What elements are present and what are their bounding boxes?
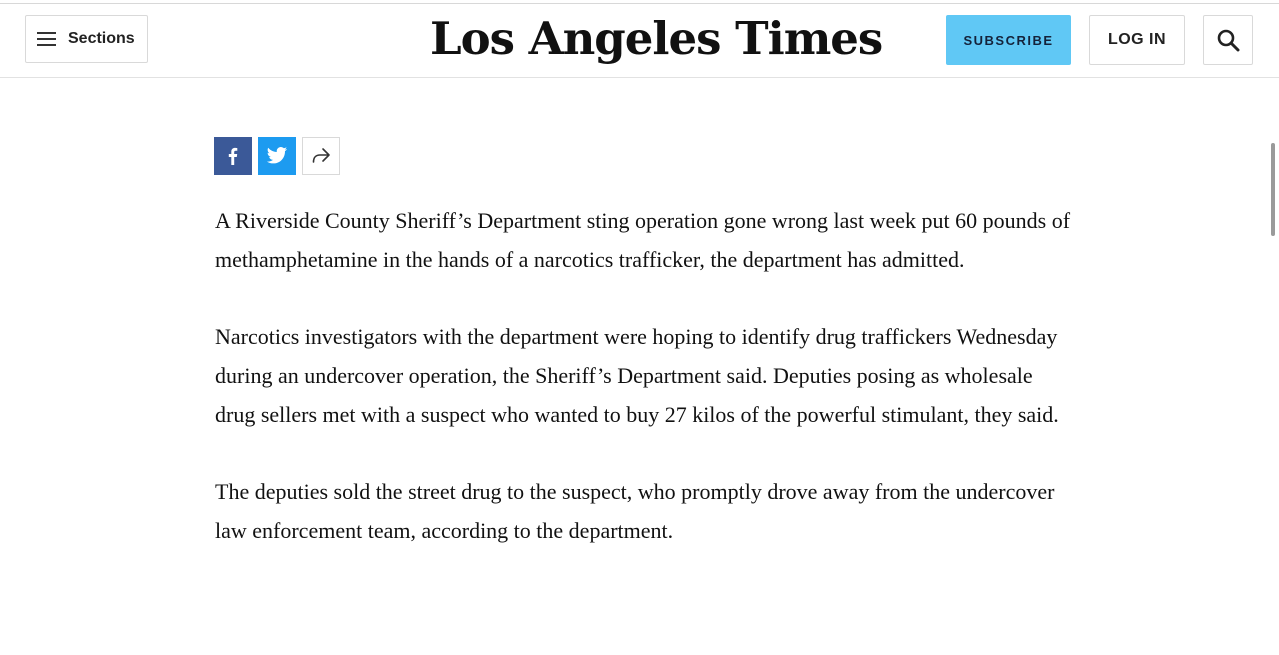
article-paragraph: Narcotics investigators with the department were hoping to identify drug traffickers Wednesday during an undercover operation, the Sheriff’s Department said. Deputies posing as wholesale drug sellers met with a suspect who wanted to buy 27 kilos of the powerful stimulant, they said. (215, 324, 1059, 427)
login-button[interactable]: LOG IN (1089, 15, 1185, 65)
twitter-share-button[interactable] (258, 137, 296, 175)
page-scrollbar[interactable] (1271, 143, 1275, 236)
search-button[interactable] (1203, 15, 1253, 65)
facebook-share-button[interactable] (214, 137, 252, 175)
share-icon (311, 147, 331, 165)
article-paragraph: The deputies sold the street drug to the suspect, who promptly drove away from the undercover law enforcement team, according to the department. (215, 479, 1055, 543)
share-bar (214, 137, 346, 175)
sections-label: Sections (68, 30, 135, 47)
twitter-icon (266, 146, 288, 166)
site-logo[interactable]: Los Angeles Times (430, 12, 883, 65)
sections-menu-button[interactable] (25, 15, 148, 63)
subscribe-button[interactable]: SUBSCRIBE (946, 15, 1071, 65)
site-header (0, 4, 1279, 78)
article-body (215, 201, 1075, 588)
more-share-button[interactable] (302, 137, 340, 175)
hamburger-icon (37, 32, 56, 46)
article-paragraph: A Riverside County Sheriff’s Department sting operation gone wrong last week put 60 pounds of methamphetamine in the hands of a narcotics trafficker, the department has admitted. (215, 208, 1071, 272)
facebook-icon (223, 146, 243, 166)
search-icon (1216, 28, 1240, 52)
